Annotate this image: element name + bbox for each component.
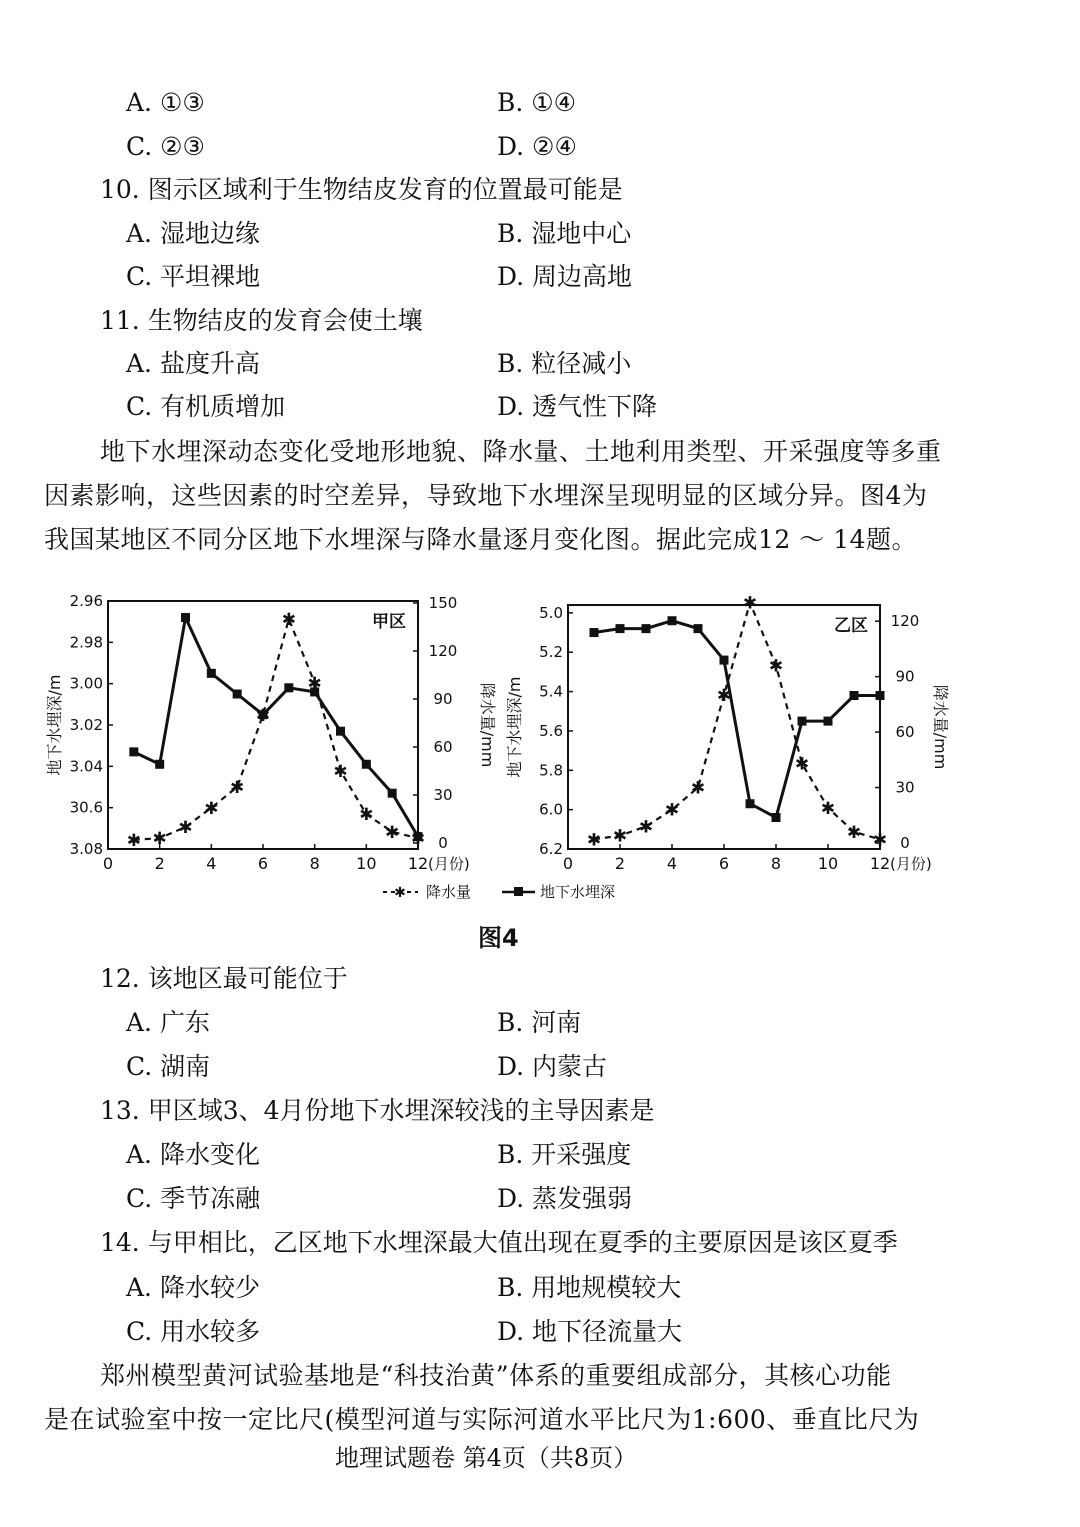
q11-option-b: B. 粒径减小 [497, 349, 632, 378]
jia-depth-point [388, 789, 397, 798]
jia-depth-point [155, 760, 164, 769]
q14-option-b: B. 用地规模较大 [497, 1273, 682, 1302]
q12-option-a: A. 广东 [126, 1008, 210, 1037]
jia-depth-point [233, 690, 242, 699]
jia-x-tick-label: 12 [407, 854, 429, 873]
yi-depth-point [850, 691, 859, 700]
yi-depth-point [772, 813, 781, 822]
yi-y-left-tick-label: 5.4 [539, 682, 563, 701]
chart-jia [45, 592, 497, 873]
yi-depth-point [824, 717, 833, 726]
yi-depth-point [746, 799, 755, 808]
passage2-line2: 是在试验室中按一定比尺(模型河道与实际河道水平比尺为1:600、垂直比尺为 [44, 1405, 920, 1434]
q14-stem: 14. 与甲相比，乙区地下水埋深最大值出现在夏季的主要原因是该区夏季 [100, 1228, 898, 1257]
jia-precip-point: ✱ [178, 818, 193, 838]
yi-y-right-tick-label: 30 [895, 778, 915, 797]
yi-y-left-tick-label: 5.8 [539, 761, 563, 780]
q9-option-b: B. ①④ [497, 88, 577, 117]
yi-precip-point: ✱ [768, 656, 784, 677]
q12-option-c: C. 湖南 [126, 1052, 211, 1081]
yi-y-left-tick-label: 6.2 [539, 840, 563, 858]
jia-y-left-axis-title: 地下水埋深/m [45, 674, 64, 776]
yi-x-tick-label: 2 [614, 854, 626, 873]
jia-y-right-tick-label: 0 [438, 834, 448, 852]
yi-depth-point [876, 691, 885, 700]
jia-precip-point: ✱ [359, 805, 374, 826]
jia-depth-point [129, 747, 138, 756]
jia-x-tick-label: 4 [206, 854, 217, 873]
yi-x-tick-label: 10 [817, 854, 839, 873]
yi-precip-line [594, 603, 880, 840]
jia-depth-point [181, 613, 190, 622]
figure-caption: 图4 [478, 924, 519, 952]
yi-y-right-tick-label: 0 [900, 834, 910, 852]
legend-depth-marker [514, 887, 523, 896]
jia-y-left-tick-label: 2.96 [69, 592, 103, 610]
q9-option-a: A. ①③ [126, 88, 205, 117]
jia-y-left-tick-label: 3.00 [69, 674, 103, 693]
q14-option-d: D. 地下径流量大 [497, 1317, 683, 1346]
q11-option-c: C. 有机质增加 [126, 392, 286, 421]
yi-depth-point [590, 628, 599, 637]
jia-x-axis-label: (月份) [428, 855, 470, 873]
yi-y-right-tick-label: 90 [895, 667, 915, 686]
q9-option-c: C. ②③ [126, 132, 205, 161]
q14-option-a: A. 降水较少 [126, 1273, 260, 1302]
q13-option-d: D. 蒸发强弱 [497, 1184, 633, 1213]
jia-precip-point: ✱ [204, 798, 219, 819]
yi-y-left-tick-label: 5.2 [539, 643, 563, 662]
figure-4 [0, 585, 1080, 915]
jia-precip-point: ✱ [307, 674, 322, 694]
q13-option-c: C. 季节冻融 [126, 1184, 261, 1213]
q11-option-a: A. 盐度升高 [126, 349, 260, 378]
yi-y-right-tick-label: 60 [895, 723, 915, 742]
q12-option-d: D. 内蒙古 [497, 1052, 608, 1081]
yi-y-right-tick-label: 120 [890, 612, 920, 631]
jia-panel-title: 甲区 [372, 612, 406, 632]
yi-y-left-tick-label: 5.6 [539, 721, 563, 740]
q11-option-d: D. 透气性下降 [497, 392, 658, 421]
passage1-line1: 地下水埋深动态变化受地形地貌、降水量、土地利用类型、开采强度等多重 [100, 437, 942, 466]
passage2-line1: 郑州模型黄河试验基地是“科技治黄”体系的重要组成部分，其核心功能 [100, 1361, 892, 1390]
q10-option-c: C. 平坦裸地 [126, 262, 261, 291]
jia-x-tick-label: 0 [102, 854, 114, 873]
yi-depth-point [798, 717, 807, 726]
yi-precip-point: ✱ [846, 822, 862, 843]
yi-precip-point: ✱ [690, 778, 706, 799]
jia-depth-line [134, 618, 418, 837]
yi-y-left-tick-label: 5.0 [539, 603, 563, 622]
yi-y-left-tick-label: 6.0 [539, 800, 563, 819]
yi-depth-point [694, 624, 703, 633]
jia-y-right-tick-label: 30 [433, 786, 453, 804]
jia-depth-point [207, 669, 216, 678]
page-footer: 地理试题卷 第4页（共8页） [335, 1444, 638, 1472]
q11-stem: 11. 生物结皮的发育会使土壤 [100, 306, 423, 335]
jia-precip-point: ✱ [410, 829, 426, 850]
yi-x-tick-label: 8 [770, 854, 782, 873]
jia-x-tick-label: 6 [257, 854, 269, 873]
jia-precip-point: ✱ [333, 762, 348, 782]
yi-x-tick-label: 12 [869, 854, 891, 873]
legend-precip-label: 降水量 [426, 883, 472, 901]
q10-option-a: A. 湿地边缘 [126, 219, 260, 248]
yi-x-tick-label: 6 [718, 854, 730, 873]
q10-option-d: D. 周边高地 [497, 262, 633, 291]
q13-option-b: B. 开采强度 [497, 1140, 632, 1169]
yi-precip-point: ✱ [586, 830, 602, 851]
jia-precip-point: ✱ [385, 822, 400, 843]
yi-precip-point: ✱ [664, 800, 680, 821]
legend-precip-star: ✱ [394, 885, 406, 901]
jia-precip-line [134, 619, 418, 840]
chart-legend [383, 883, 615, 901]
q12-option-b: B. 河南 [497, 1008, 582, 1037]
yi-precip-point: ✱ [794, 754, 810, 775]
yi-precip-point: ✱ [820, 798, 836, 819]
jia-precip-point: ✱ [152, 829, 167, 850]
yi-precip-point: ✱ [716, 686, 732, 707]
yi-depth-line [594, 621, 880, 818]
yi-precip-point: ✱ [638, 817, 654, 838]
q10-option-b: B. 湿地中心 [497, 219, 632, 248]
q12-stem: 12. 该地区最可能位于 [100, 964, 348, 993]
jia-y-right-axis-title: 降水量/mm [478, 682, 497, 768]
yi-depth-point [642, 624, 651, 633]
q13-option-a: A. 降水变化 [126, 1140, 260, 1169]
jia-y-left-tick-label: 3.08 [69, 840, 103, 858]
yi-precip-point: ✱ [742, 593, 758, 614]
jia-y-left-tick-label: 30.6 [69, 798, 103, 817]
jia-y-left-tick-label: 3.02 [69, 716, 103, 734]
yi-precip-point: ✱ [612, 826, 628, 847]
jia-x-tick-label: 10 [356, 854, 377, 873]
passage1-line3: 我国某地区不同分区地下水埋深与降水量逐月变化图。据此完成12 ～ 14题。 [44, 525, 918, 554]
yi-x-axis-label: (月份) [890, 855, 932, 873]
yi-depth-point [616, 624, 625, 633]
yi-y-left-axis-title: 地下水埋深/m [505, 676, 524, 778]
jia-precip-point: ✱ [255, 706, 271, 726]
q10-stem: 10. 图示区域利于生物结皮发育的位置最可能是 [100, 175, 623, 204]
yi-x-tick-label: 4 [666, 854, 678, 873]
yi-panel-title: 乙区 [834, 616, 868, 636]
jia-y-right-tick-label: 150 [428, 594, 458, 612]
jia-depth-point [336, 727, 345, 736]
q14-option-c: C. 用水较多 [126, 1317, 261, 1346]
jia-y-right-tick-label: 60 [433, 738, 453, 756]
chart-yi [505, 594, 950, 873]
jia-precip-point: ✱ [281, 610, 296, 630]
legend-depth-label: 地下水埋深 [540, 883, 616, 901]
jia-depth-point [362, 760, 371, 769]
yi-depth-point [720, 656, 729, 665]
passage1-line2: 因素影响，这些因素的时空差异，导致地下水埋深呈现明显的区域分异。图4为 [44, 481, 928, 510]
yi-precip-point: ✱ [872, 830, 888, 851]
yi-y-right-axis-title: 降水量/mm [931, 684, 950, 770]
jia-x-tick-label: 2 [154, 854, 165, 873]
jia-y-right-tick-label: 90 [433, 690, 453, 708]
jia-depth-point [284, 683, 293, 692]
jia-y-right-tick-label: 120 [428, 642, 458, 660]
jia-x-tick-label: 8 [309, 854, 320, 873]
jia-precip-point: ✱ [230, 778, 245, 798]
jia-y-left-tick-label: 3.04 [69, 757, 103, 776]
q9-option-d: D. ②④ [497, 132, 577, 161]
yi-x-tick-label: 0 [562, 854, 574, 873]
jia-y-left-tick-label: 2.98 [69, 633, 103, 652]
yi-depth-point [668, 616, 677, 625]
q13-stem: 13. 甲区域3、4月份地下水埋深较浅的主导因素是 [100, 1096, 655, 1125]
jia-precip-point: ✱ [126, 830, 141, 851]
